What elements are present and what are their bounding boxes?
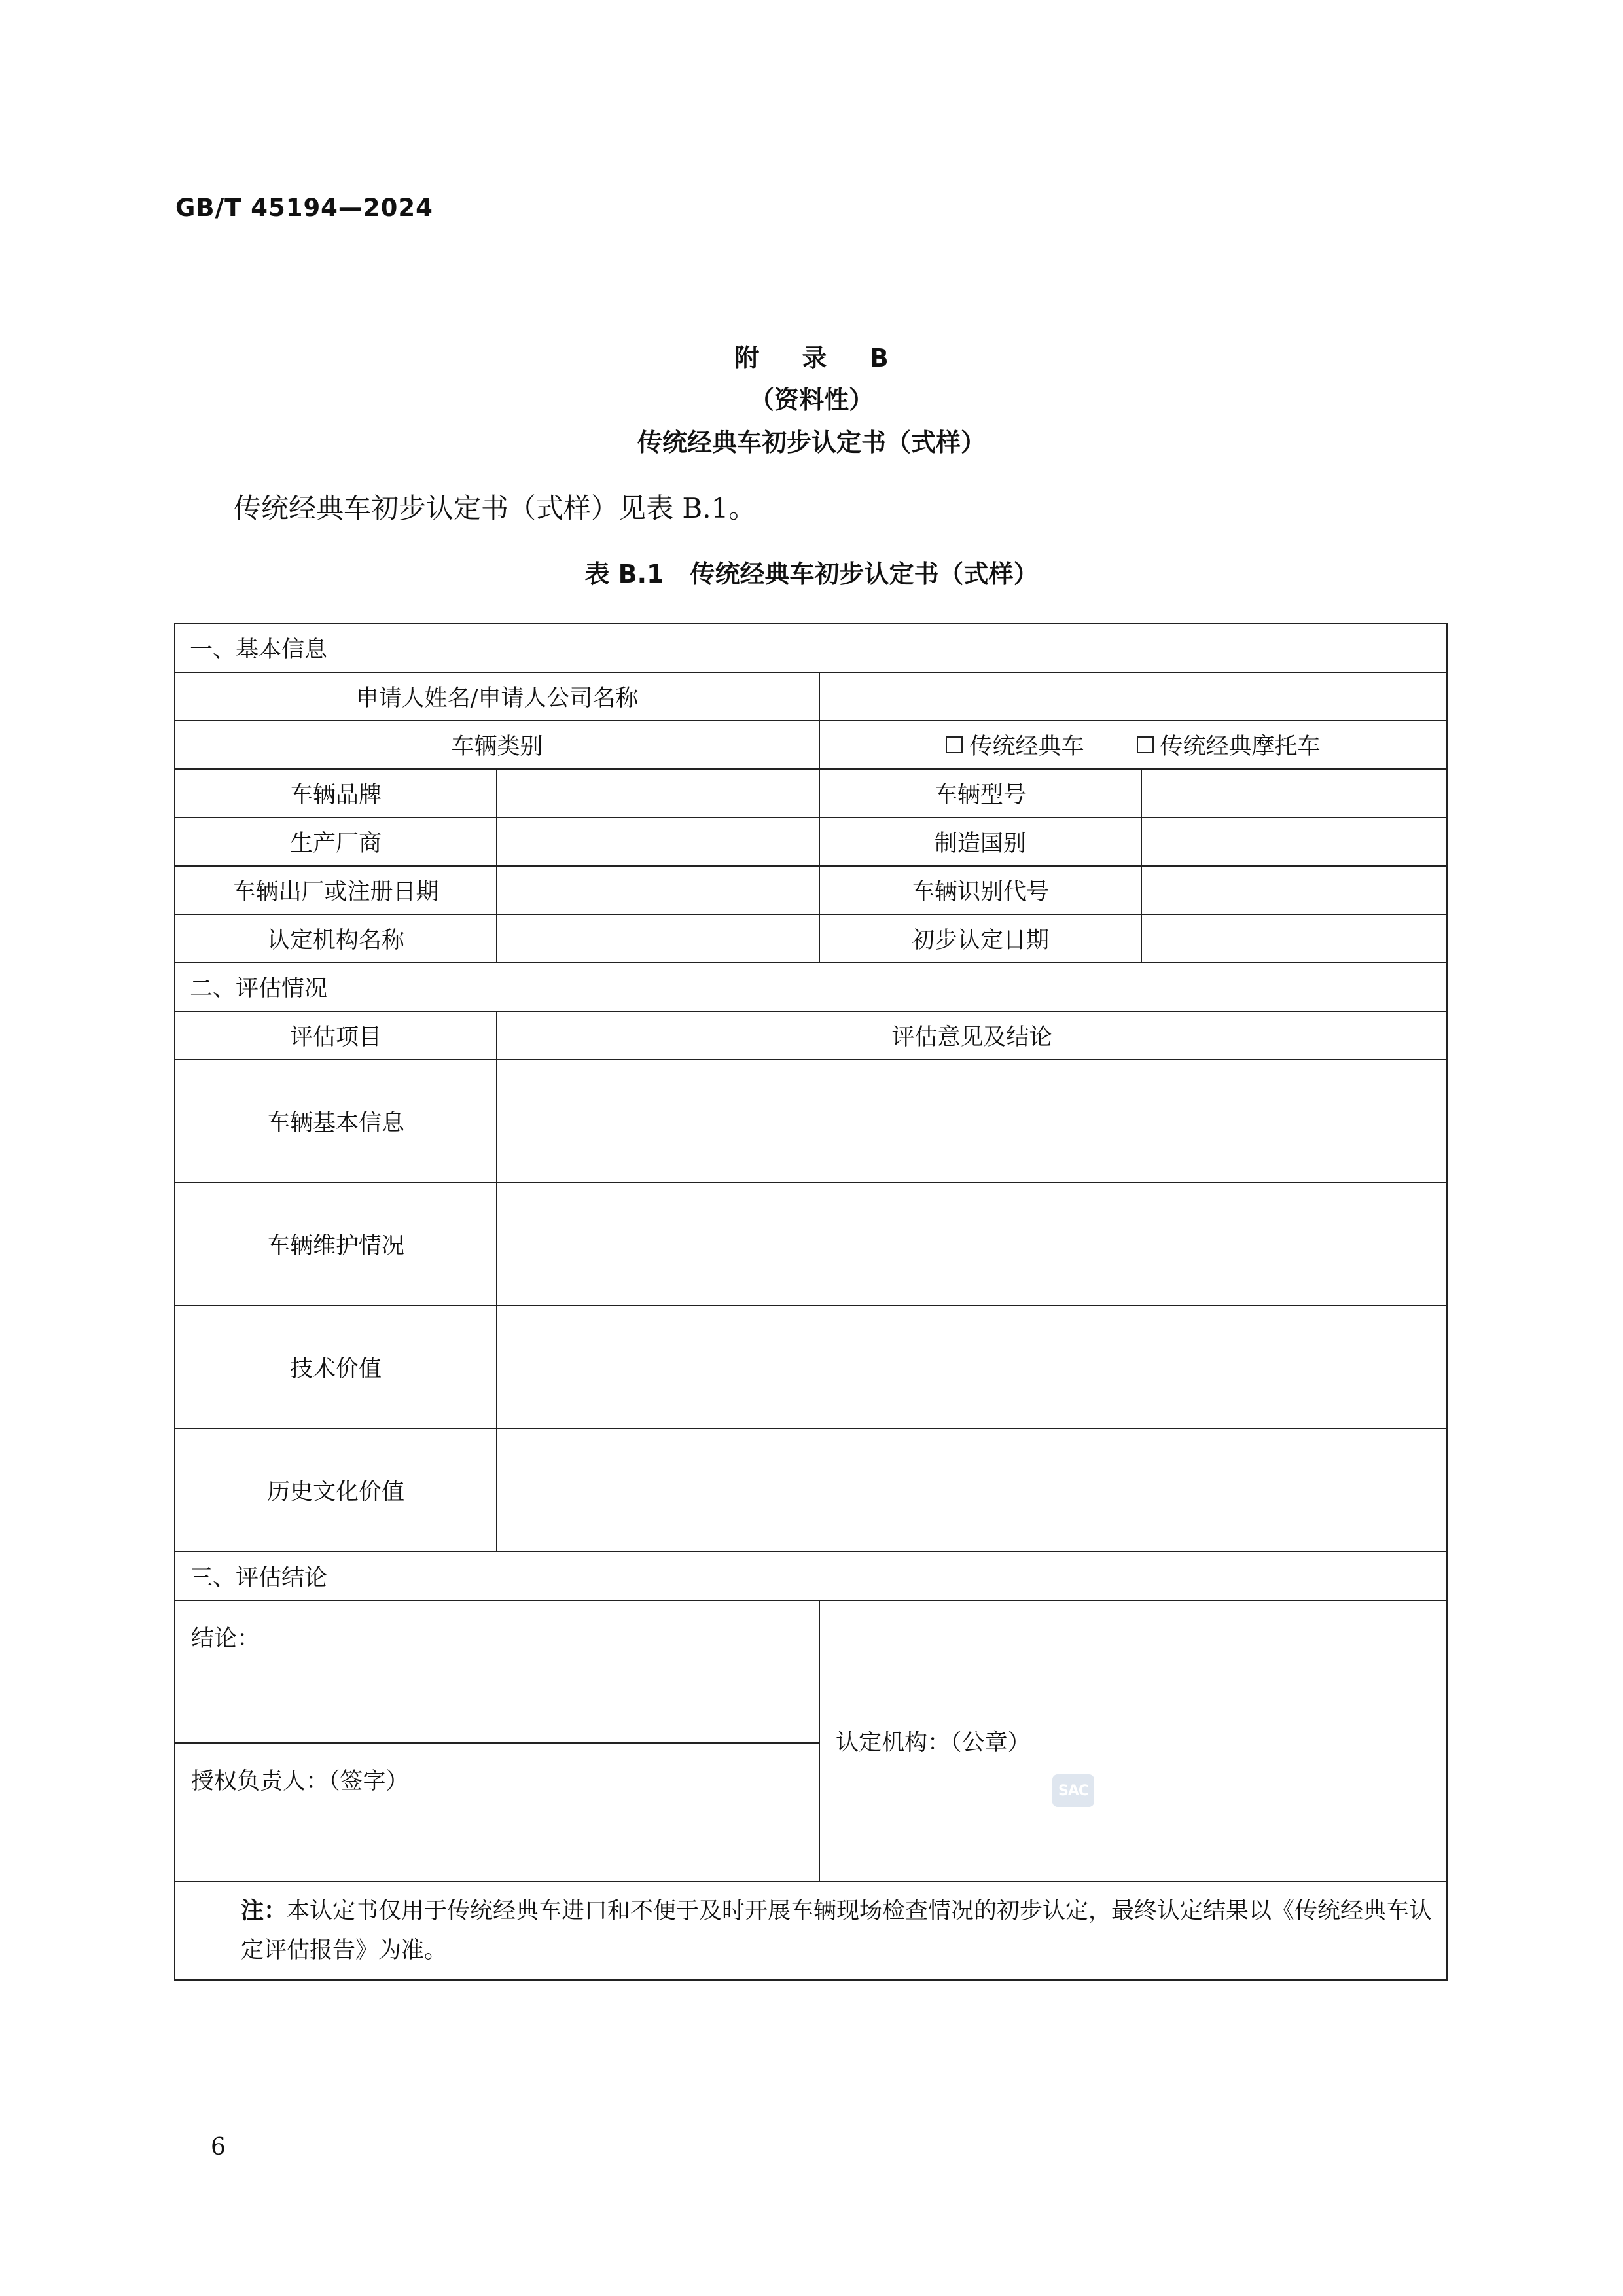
eval-opinion-culture-value[interactable] — [497, 1429, 1447, 1552]
sac-watermark-logo: SAC — [1052, 1774, 1094, 1807]
model-value[interactable] — [1141, 769, 1447, 817]
org-name-value[interactable] — [497, 914, 819, 963]
org-name-label: 认定机构名称 — [175, 914, 497, 963]
checkbox-icon[interactable] — [946, 736, 963, 753]
conclusion-field[interactable] — [175, 1600, 819, 1743]
vin-label: 车辆识别代号 — [819, 866, 1141, 914]
date-label: 车辆出厂或注册日期 — [175, 866, 497, 914]
brand-label: 车辆品牌 — [175, 769, 497, 817]
note-text: 本认定书仅用于传统经典车进口和不便于及时开展车辆现场检查情况的初步认定，最终认定结果以《传统经典车认定评估报告》为准。 — [241, 1898, 1433, 1964]
table-caption — [0, 554, 1623, 590]
signer-label: 授权负责人：（签字） — [191, 1768, 409, 1795]
brand-value[interactable] — [497, 769, 819, 817]
section-basic-info: 一、基本信息 — [175, 624, 1447, 672]
conclusion-label: 结论： — [191, 1626, 260, 1652]
vehicle-type-label: 车辆类别 — [175, 721, 819, 769]
eval-item-tech-value: 技术价值 — [175, 1306, 497, 1429]
org-seal-field[interactable] — [819, 1600, 1447, 1882]
manufacturer-value[interactable] — [497, 817, 819, 866]
section-conclusion: 三、评估结论 — [175, 1552, 1447, 1600]
note-cell — [175, 1882, 1447, 1980]
standard-code: GB/T 45194—2024 — [175, 194, 433, 222]
option-classic-car[interactable] — [946, 728, 1084, 761]
applicant-label: 申请人姓名/申请人公司名称 — [175, 672, 819, 721]
eval-opinion-header: 评估意见及结论 — [497, 1011, 1447, 1060]
manufacturer-label: 生产厂商 — [175, 817, 497, 866]
eval-item-culture-value: 历史文化价值 — [175, 1429, 497, 1552]
org-seal-label: 认定机构：（公章） — [836, 1730, 1031, 1756]
table-number: 表 B.1 — [584, 560, 664, 588]
appendix-name: 传统经典车初步认定书（式样） — [637, 428, 986, 457]
option-classic-motorcycle-label: 传统经典摩托车 — [1160, 734, 1321, 760]
section-evaluation: 二、评估情况 — [175, 963, 1447, 1011]
eval-item-basic-info: 车辆基本信息 — [175, 1060, 497, 1183]
certificate-form-table — [174, 623, 1448, 1981]
eval-opinion-tech-value[interactable] — [497, 1306, 1447, 1429]
table-title: 传统经典车初步认定书（式样） — [690, 560, 1039, 588]
eval-item-header: 评估项目 — [175, 1011, 497, 1060]
appendix-title: 附 录 B — [734, 344, 906, 372]
date-value[interactable] — [497, 866, 819, 914]
model-label: 车辆型号 — [819, 769, 1141, 817]
appendix-type: （资料性） — [749, 386, 874, 414]
option-classic-motorcycle[interactable] — [1137, 728, 1321, 761]
country-value[interactable] — [1141, 817, 1447, 866]
page-number: 6 — [211, 2134, 226, 2161]
country-label: 制造国别 — [819, 817, 1141, 866]
eval-item-maintenance: 车辆维护情况 — [175, 1183, 497, 1306]
option-classic-car-label: 传统经典车 — [969, 734, 1084, 760]
eval-opinion-basic-info[interactable] — [497, 1060, 1447, 1183]
vin-value[interactable] — [1141, 866, 1447, 914]
applicant-value[interactable] — [819, 672, 1447, 721]
prelim-date-value[interactable] — [1141, 914, 1447, 963]
note-label: 注： — [241, 1898, 287, 1924]
prelim-date-label: 初步认定日期 — [819, 914, 1141, 963]
intro-paragraph: 传统经典车初步认定书（式样）见表 B.1。 — [234, 492, 757, 524]
checkbox-icon[interactable] — [1137, 736, 1154, 753]
eval-opinion-maintenance[interactable] — [497, 1183, 1447, 1306]
vehicle-type-options — [819, 721, 1447, 769]
signer-field[interactable] — [175, 1743, 819, 1882]
